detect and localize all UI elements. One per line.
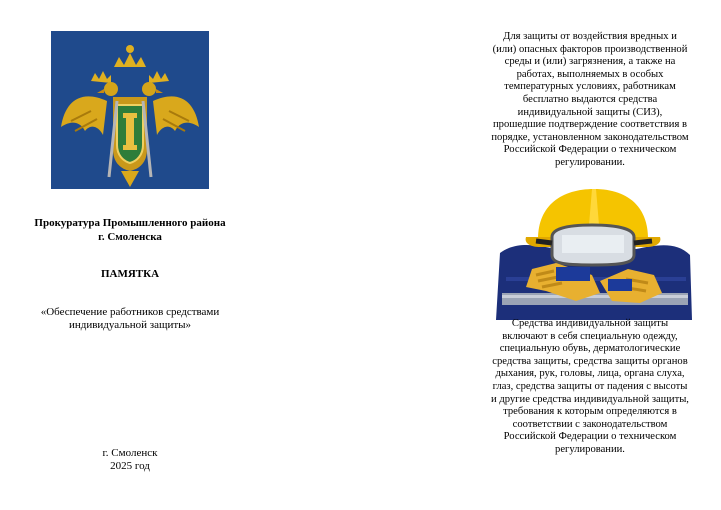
protective-equipment-photo bbox=[496, 183, 692, 320]
right-panel bbox=[490, 0, 690, 510]
city-and-year bbox=[20, 447, 240, 473]
left-panel bbox=[0, 0, 260, 510]
paragraph-siz-composition: Средства индивидуальной защиты включают в себя специальную одежду, специальную обувь, дерматологические средства защиты, средства защиты органов дыхания, рук, головы, лица, органа слуха, глаз, средства защиты от падения с высоты и другие средства индивидуальной защиты, требования к которым определяются в соответствии с законодательством Российской Федерации о техническом регулировании. bbox=[491, 318, 689, 455]
memo-topic bbox=[15, 306, 245, 332]
prosecutor-emblem-icon bbox=[51, 31, 209, 189]
topic-line-1: «Обеспечение работников средствами bbox=[40, 306, 220, 318]
topic-line-2: индивидуальной защиты» bbox=[68, 319, 192, 331]
memo-title: ПАМЯТКА bbox=[100, 268, 160, 280]
paragraph-siz-issuance: Для защиты от воздействия вредных и (или) опасных факторов производственной среды и (или) загрязнения, а также на работах, выполняемых в особых температурных условиях, работникам бесплатно выдаются средства индивидуальной защиты (СИЗ), прошедшие подтверждение соответствия в порядке, установленном законодательством Российской Федерации о техническом регулировании. bbox=[491, 31, 689, 168]
organization-line-1: Прокуратура Промышленного района bbox=[34, 217, 226, 229]
organization-name bbox=[20, 216, 240, 244]
organization-line-2: г. Смоленска bbox=[98, 231, 162, 243]
city: г. Смоленск bbox=[102, 447, 158, 459]
year: 2025 год bbox=[110, 460, 150, 472]
